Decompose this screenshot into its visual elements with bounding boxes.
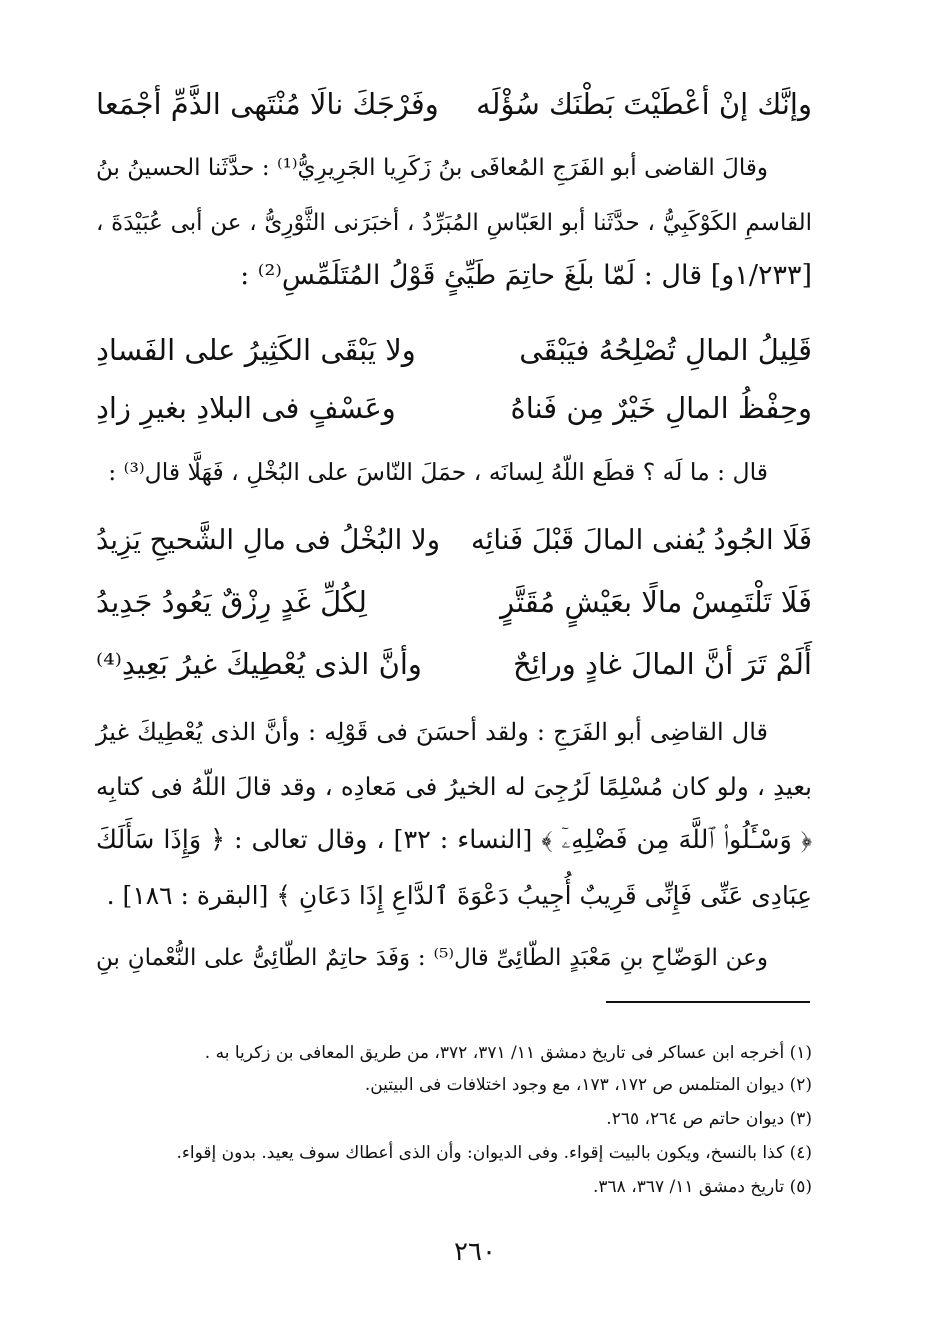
text-line: [١/٢٣٣و] قال : لَمّا بلَغَ حاتِمَ طَيِّئٍ قَوْلُ المُتَلَمِّسِ⁽²⁾ : [240,260,812,291]
verse-line [96,320,812,380]
footnote: (٥) تاريخ دمشق ١١/ ٣٦٧، ٣٦٨. [593,1177,812,1197]
verse-left-hemistich: وأنَّ الذى يُعْطِيكَ غيرُ بَعِيدِ⁽⁴⁾ [96,647,422,681]
quran-quote-line: عِبَادِى عَنِّى فَإِنِّى قَرِيبٌ أُجِيبُ دَعْوَةَ ٱلدَّاعِ إِذَا دَعَانِ ﴾ [البقرة : ١٨٦] . [106,881,812,910]
text-line: بعيدِ ، ولو كان مُسْلِمًا لَرُجِىَ له الخيرُ فى مَعادِه ، وقد قالَ اللّهُ فى كتابِه [96,772,812,801]
text-line: وعن الوَضّاحِ بنِ مَعْبَدٍ الطّائِىِّ قال⁽⁵⁾ : وَفَدَ حاتِمٌ الطّائِىُّ على النُّعْمانِ بنِ [96,945,768,971]
verse-left-hemistich: لِكُلِّ غَدٍ رِزْقٌ يَعُودُ جَدِيدُ [96,585,367,619]
page-number: ٢٦٠ [454,1237,496,1267]
verse-left-hemistich: ولا يَبْقَى الكَثِيرُ على الفَسادِ [96,333,416,367]
verse-right-hemistich: فَلَا الجُودُ يُفنى المالَ قَبْلَ فَنائِه [470,524,812,556]
verse-right-hemistich: وإنَّك إنْ أعْطَيْتَ بَطْنَك سُؤْلَه [476,87,812,121]
verse-line [96,378,812,438]
text-line: وقالَ القاضى أبو الفَرَجِ المُعافَى بنُ زَكَرِيا الجَرِيرِيُّ⁽¹⁾ : حدَّثَنا الحسينُ بنُ [96,155,768,181]
quran-quote-line: ﴿ وَسْـَٔلُوا۟ ٱللَّهَ مِن فَضْلِهِۦٓ ﴾ [النساء : ٣٢] ، وقال تعالى : ﴿ وَإِذَا سَأَلَكَ [96,825,812,855]
footnote: (١) أخرجه ابن عساكر فى تاريخ دمشق ١١/ ٣٧١، ٣٧٢، من طريق المعافى بن زكريا به . [204,1043,812,1063]
verse-line [96,634,812,694]
verse-right-hemistich: وحِفْظُ المالِ خَيْرٌ مِن فَناهُ [510,391,812,425]
footnote: (٢) ديوان المتلمس ص ١٧٢، ١٧٣، مع وجود اختلافات فى البيتين. [364,1075,812,1095]
verse-left-hemistich: وعَسْفٍ فى البلادِ بغيرِ زادِ [96,391,396,425]
verse-line [96,572,812,632]
verse-line [96,510,812,570]
verse-line [96,74,812,134]
text-line: قال : ما لَه ؟ قطَع اللّهُ لِسانَه ، حمَلَ النّاسَ على البُخْلِ ، فَهَلَّا قال⁽³⁾ : [108,458,768,486]
verse-left-hemistich: وفَرْجَكَ نالَا مُنْتَهى الذَّمِّ أجْمَعا [96,87,439,121]
footnote-separator [606,1001,810,1003]
footnote: (٣) ديوان حاتم ص ٢٦٤، ٢٦٥. [606,1109,812,1129]
footnote: (٤) كذا بالنسخ، ويكون بالبيت إقواء. وفى الديوان: وأن الذى أعطاك سوف يعيد. بدون إقواء. [176,1143,812,1163]
verse-right-hemistich: فَلَا تَلْتَمِسْ مالًا بعَيْشٍ مُقَتَّرٍ [500,585,812,619]
verse-right-hemistich: قَلِيلُ المالِ تُصْلِحُهُ فيَبْقَى [519,333,812,367]
verse-right-hemistich: أَلَمْ تَرَ أنَّ المالَ غادٍ ورائِحٌ [512,647,812,681]
verse-left-hemistich: ولا البُخْلُ فى مالِ الشَّحيحِ يَزِيدُ [96,524,440,556]
text-line: القاسمِ الكَوْكَبِيُّ ، حدَّثَنا أبو العَبّاسِ المُبَرِّدُ ، أخبَرَنى الثَّوْرِىُّ ، عن أبى عُبَيْدَةَ ، [96,210,812,236]
text-line: قال القاضِى أبو الفَرَجِ : ولقد أحسَنَ فى قَوْلِه : وأنَّ الذى يُعْطِيكَ غيرُ [96,718,768,746]
